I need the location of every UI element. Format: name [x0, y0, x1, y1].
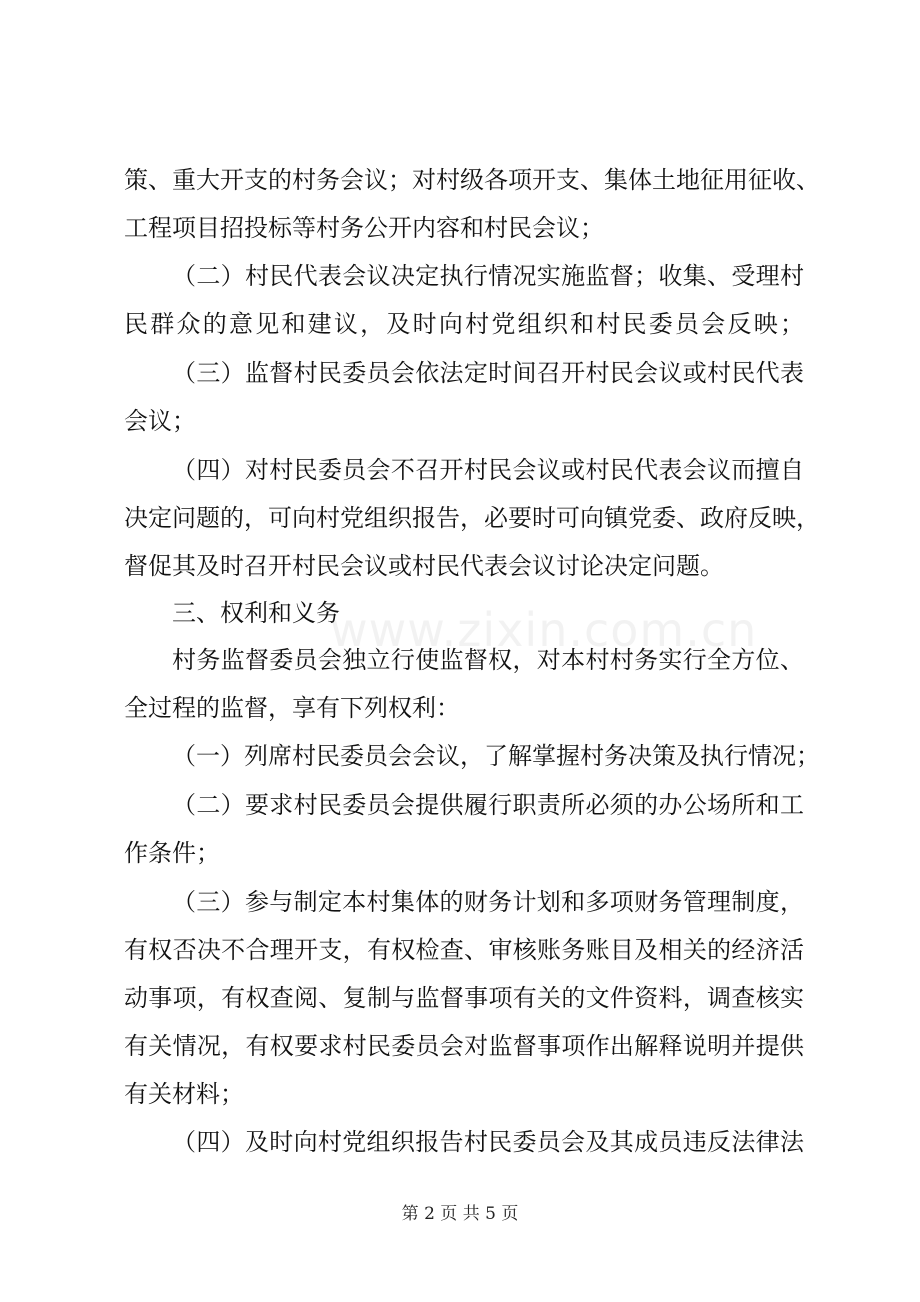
text-line: 村务监督委员会独立行使监督权，对本村村务实行全方位、 — [172, 646, 804, 674]
text-line: （二）要求村民委员会提供履行职责所必须的办公场所和工 — [172, 791, 804, 819]
text-line: 督促其及时召开村民会议或村民代表会议讨论决定问题。 — [124, 552, 724, 580]
text-line: 会议； — [124, 407, 196, 435]
text-line: 全过程的监督，享有下列权利： — [124, 694, 460, 722]
text-line: 决定问题的，可向村党组织报告，必要时可向镇党委、政府反映， — [124, 504, 820, 532]
text-line: 动事项，有权查阅、复制与监督事项有关的文件资料，调查核实 — [124, 984, 804, 1012]
text-line: 民群众的意见和建议，及时向村党组织和村民委员会反映； — [124, 310, 804, 338]
text-line: 有关材料； — [124, 1080, 244, 1108]
text-line: （四）及时向村党组织报告村民委员会及其成员违反法律法 — [172, 1128, 804, 1156]
text-line: （三）参与制定本村集体的财务计划和多项财务管理制度， — [172, 888, 804, 916]
text-line: （四）对村民委员会不召开村民会议或村民代表会议而擅自 — [172, 456, 804, 484]
text-line: 策、重大开支的村务会议；对村级各项开支、集体土地征用征收、 — [124, 166, 820, 194]
text-line: 有权否决不合理开支，有权检查、审核账务账目及相关的经济活 — [124, 936, 804, 964]
text-line: （一）列席村民委员会会议，了解掌握村务决策及执行情况； — [172, 742, 820, 770]
section-heading: 三、权利和义务 — [172, 599, 340, 627]
text-line: 有关情况，有权要求村民委员会对监督事项作出解释说明并提供 — [124, 1032, 804, 1060]
text-line: 作条件； — [124, 839, 220, 867]
page-footer: 第 2 页 共 5 页 — [401, 1204, 519, 1224]
text-line: （三）监督村民委员会依法定时间召开村民会议或村民代表 — [172, 359, 804, 387]
text-line: 工程项目招投标等村务公开内容和村民会议； — [124, 214, 604, 242]
watermark: www.zixin.com.cn — [330, 603, 758, 657]
text-line: （二）村民代表会议决定执行情况实施监督；收集、受理村 — [172, 262, 804, 290]
